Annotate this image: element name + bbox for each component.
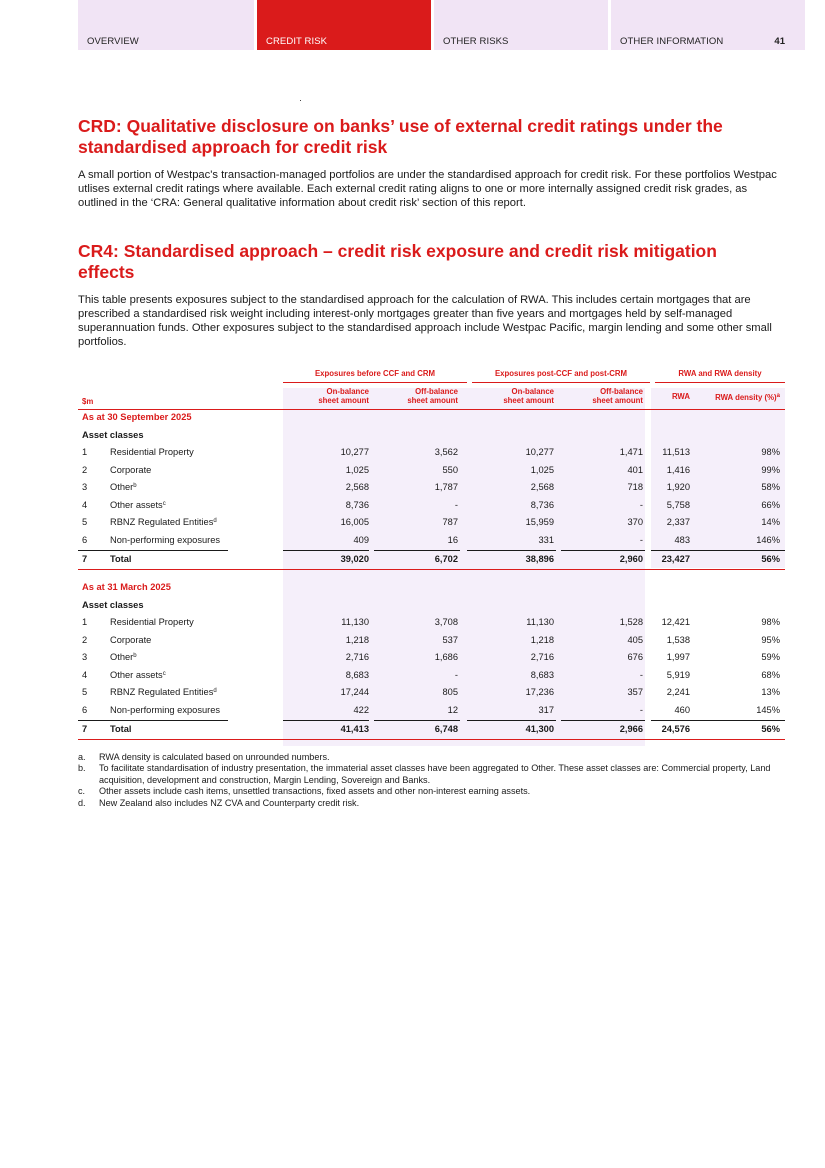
row-label [110,617,194,627]
row-number: 4 [82,669,88,680]
cell-value: - [639,705,643,715]
footnote-marker: b [133,653,137,660]
row-number: 1 [82,617,88,627]
cell-value: 38,896 [525,553,554,564]
footnotes [78,752,785,809]
group-underline [283,382,467,383]
row-label-text: Residential Property [110,447,194,457]
cell-value: 370 [627,517,643,528]
table-row [78,702,785,720]
cell-value: 3,708 [434,617,458,627]
cell-value: 787 [442,517,458,528]
cell-value: 145% [756,705,780,715]
col-header-line: On-balance [326,387,369,396]
col-header-line: sheet amount [592,396,643,405]
row-label-text: Corporate [110,634,152,645]
table-row [78,614,785,632]
footnote-text: Other assets include cash items, unsettled transactions, fixed assets and other non-interest earning assets. [99,786,531,797]
cell-value: 1,997 [666,652,690,663]
row-label: Total [110,723,132,734]
cell-value: 1,528 [619,617,643,627]
cell-value: 483 [674,535,690,545]
cell-value: 15,959 [525,517,554,528]
cell-value: 8,736 [530,499,554,510]
cell-value: 11,130 [526,617,554,627]
cell-value: 2,966 [619,723,643,734]
table-row [78,462,785,480]
cell-value: 146% [756,535,780,545]
row-label [110,535,220,545]
cell-value: 2,960 [619,553,643,564]
cell-value: 39,020 [340,553,369,564]
table-row [78,684,785,702]
footnote [78,786,785,797]
cell-value: 56% [761,553,780,564]
row-label [110,482,137,492]
cell-value: 1,025 [345,464,369,475]
row-number: 3 [82,652,88,663]
col-header-rwa: RWA [671,392,690,401]
cell-value: - [454,669,458,680]
row-number: 4 [82,499,88,510]
cell-value: 805 [442,687,458,698]
section-end-rule [78,569,785,570]
row-label: Total [110,553,132,564]
footnote-text: To facilitate standardisation of industry presentation, the immaterial asset classes have been aggregated to Other. These asset classes are: Commercial property, Land acquisition, development and construction, Margin Lending, Sovereign and Banks. [99,763,771,785]
cell-value: 10,277 [340,447,369,457]
row-label-text: Other assets [110,499,163,510]
row-label [110,500,166,510]
tab-overview[interactable] [78,0,254,50]
row-number: 1 [82,447,88,457]
tab-credit-risk[interactable] [257,0,431,50]
tab-label: OTHER INFORMATION [620,36,724,47]
cell-value: 17,236 [525,687,554,698]
row-label [110,635,151,645]
row-label [110,687,217,697]
cell-value: 99% [761,464,780,475]
table-row [78,632,785,650]
footnote-marker: d [213,688,217,695]
cell-value: 2,568 [530,482,554,493]
row-label [110,517,217,527]
row-number: 5 [82,687,88,698]
col-header-line: Off-balance [415,387,458,396]
row-label-text: RBNZ Regulated Entities [110,687,214,698]
section-heading: As at 30 September 2025 [82,412,192,422]
cell-value: 66% [761,499,780,510]
cell-value: 8,683 [530,669,554,680]
group-header-before-ccf: Exposures before CCF and CRM [314,369,435,378]
cell-value: 13% [761,687,780,698]
footnote-marker: c [162,670,166,677]
total-row [78,721,785,739]
tab-other-risks[interactable] [434,0,608,50]
cell-value: 59% [761,652,780,663]
cell-value: 1,416 [666,464,690,475]
cell-value: 2,568 [345,482,369,493]
cell-value: 409 [353,535,369,545]
row-number: 7 [82,723,88,734]
cell-value: 23,427 [661,553,690,564]
cell-value: 5,919 [666,669,690,680]
cell-value: 718 [627,482,643,493]
cell-value: 24,576 [661,723,690,734]
row-label-text: Other assets [110,669,163,680]
cell-value: 11,130 [341,617,369,627]
row-label-text: Residential Property [110,617,194,627]
table-row [78,667,785,685]
page-number: 41 [774,36,785,47]
footnote-key: c. [78,786,86,797]
cell-value: 401 [627,464,643,475]
cell-value: 1,218 [530,634,554,645]
col-header-off-balance-before [407,387,458,405]
cell-value: 1,471 [619,447,643,457]
row-label-text: Non-performing exposures [110,535,221,545]
cell-value: 6,748 [434,723,458,734]
asset-classes-heading: Asset classes [82,600,144,610]
row-label [110,670,166,680]
cell-value: 331 [538,535,554,545]
cell-value: 317 [538,705,554,715]
footnote-key: a. [78,752,86,762]
footnote [78,763,785,786]
cell-value: 1,920 [666,482,690,493]
cell-value: 2,337 [666,517,690,528]
table-row [78,479,785,497]
col-header-on-balance-post [503,387,554,405]
tab-label: OVERVIEW [87,36,139,47]
cr4-body: This table presents exposures subject to the standardised approach for the calculation of RWA. This includes certain mortgages that are prescribed a standardised risk weight including interest-only mortgages greater than five years and mortgages held by self-managed superannuation funds. Other exposures subject to the standardised approach include Westpac Pacific, margin lending and some other small portfolios. [78,294,772,348]
row-label [110,705,220,715]
group-header-post-ccf: Exposures post-CCF and post-CRM [494,369,628,378]
table-row [78,649,785,667]
cell-value: 58% [761,482,780,493]
cell-value: 422 [353,705,369,715]
row-label-text: Corporate [110,464,152,475]
row-number: 2 [82,464,88,475]
cell-value: 1,538 [666,634,690,645]
section-heading: As at 31 March 2025 [82,582,171,592]
cell-value: 5,758 [666,499,690,510]
row-label-text: Other [110,652,134,663]
cell-value: 537 [442,634,458,645]
cell-value: 68% [761,669,780,680]
row-label [110,447,194,457]
cell-value: 14% [761,517,780,528]
cell-value: 98% [761,447,780,457]
footnote-text: New Zealand also includes NZ CVA and Counterparty credit risk. [99,797,360,808]
cell-value: 98% [761,617,780,627]
footnote-key: b. [78,763,86,774]
section-end-rule [78,739,785,740]
row-number: 6 [82,535,88,545]
cell-value: 6,702 [434,553,458,564]
footnote-marker: c [162,500,166,507]
cell-value: 41,413 [340,723,369,734]
table-row [78,497,785,515]
cell-value: 17,244 [340,687,369,698]
cell-value: 3,562 [434,447,458,457]
group-underline [472,382,650,383]
col-header-text: RWA density (%) [715,393,777,402]
stray-dot [300,100,301,101]
cell-value: 357 [627,687,643,698]
cell-value: 95% [761,634,780,645]
tab-label: CREDIT RISK [266,36,328,47]
row-number: 7 [82,553,88,564]
cell-value: 2,241 [666,687,690,698]
row-label [110,652,137,662]
group-header-rwa: RWA and RWA density [678,369,762,378]
cell-value: 56% [761,723,780,734]
cell-value: - [639,535,643,545]
cell-value: 405 [627,634,643,645]
col-header-line: Off-balance [600,387,643,396]
cell-value: 16,005 [340,517,369,528]
col-header-line: sheet amount [318,396,369,405]
cell-value: 1,686 [434,652,458,663]
cell-value: - [454,499,458,510]
total-row [78,551,785,569]
cell-value: 2,716 [345,652,369,663]
cell-value: 676 [627,652,643,663]
top-nav [78,0,805,50]
row-label-text: Non-performing exposures [110,705,221,715]
cell-value: - [639,669,643,680]
footnote-marker: b [133,483,137,490]
cell-value: - [639,499,643,510]
cell-value: 16 [447,535,458,545]
footnote-text: RWA density is calculated based on unrounded numbers. [99,752,330,762]
cell-value: 10,277 [525,447,554,457]
row-number: 5 [82,517,88,528]
cell-value: 8,736 [345,499,369,510]
footnote-marker: a [776,393,780,399]
row-number: 2 [82,634,88,645]
table-row [78,444,785,462]
footnote [78,798,785,809]
group-underline [655,382,785,383]
table-row [78,532,785,550]
row-label [110,465,151,475]
cell-value: 8,683 [345,669,369,680]
cell-value: 2,716 [530,652,554,663]
cell-value: 12 [447,705,458,715]
cell-value: 460 [674,705,690,715]
cell-value: 12,421 [661,617,690,627]
cell-value: 11,513 [662,447,690,457]
cell-value: 1,218 [345,634,369,645]
cell-value: 1,025 [530,464,554,475]
table-row [78,514,785,532]
col-header-on-balance-before [318,387,369,405]
footnote-marker: d [213,518,217,525]
row-number: 6 [82,705,88,715]
crd-body: A small portion of Westpac's transaction-managed portfolios are under the standardised approach for credit risk. For these portfolios Westpac utlises external credit ratings where available. Each external credit rating aligns to one or more internally assigned credit risk grades, as outlined in the ‘CRA: General qualitative information about credit risk’ section of this report. [78,169,777,209]
col-header-rwa-density [715,392,780,402]
tab-other-information[interactable] [611,0,805,50]
col-header-line: sheet amount [407,396,458,405]
cell-value: 550 [442,464,458,475]
unit-label: $m [82,397,94,406]
header-rule [78,409,785,410]
tab-label: OTHER RISKS [443,36,509,47]
col-header-line: sheet amount [503,396,554,405]
cell-value: 41,300 [525,723,554,734]
crd-heading: CRD: Qualitative disclosure on banks’ use of external credit ratings under the standardised approach for credit risk [78,116,723,157]
row-label-text: RBNZ Regulated Entities [110,517,214,528]
asset-classes-heading: Asset classes [82,430,144,440]
row-number: 3 [82,482,88,493]
cell-value: 1,787 [434,482,458,493]
col-header-off-balance-post [592,387,643,405]
cr4-heading: CR4: Standardised approach – credit risk exposure and credit risk mitigation effects [78,241,717,282]
row-label-text: Other [110,482,134,493]
footnote [78,752,785,763]
col-header-line: On-balance [511,387,554,396]
footnote-key: d. [78,797,86,808]
